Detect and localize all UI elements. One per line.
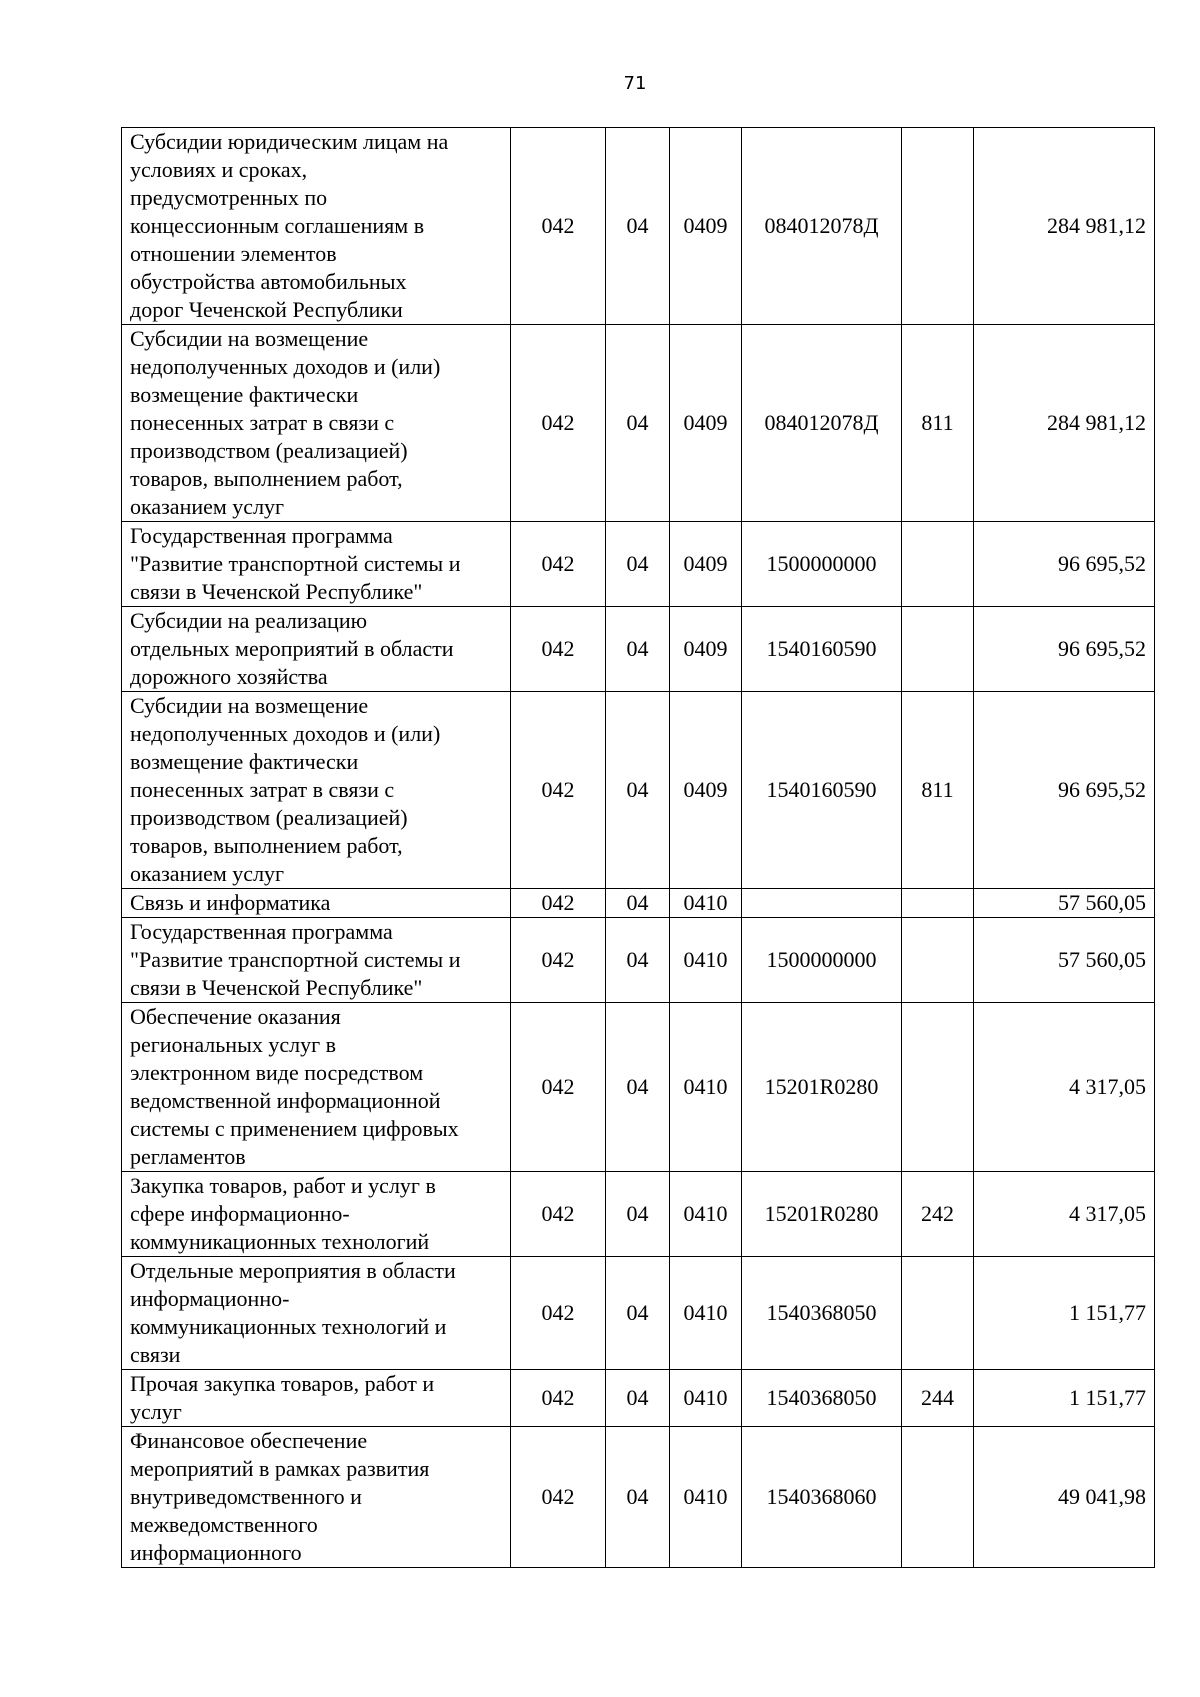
- item-name-line: "Развитие транспортной системы и: [130, 551, 461, 576]
- expense-type-cell: 244: [902, 1370, 974, 1427]
- expense-type-cell: 811: [902, 325, 974, 522]
- amount-cell: 49 041,98: [974, 1427, 1155, 1568]
- item-name-line: мероприятий в рамках развития: [130, 1456, 430, 1481]
- item-name-line: производством (реализацией): [130, 438, 408, 463]
- table-row: [122, 1427, 1155, 1568]
- target-article-cell: 1540368050: [742, 1257, 902, 1370]
- item-name-line: информационно-: [130, 1286, 290, 1311]
- amount-cell: 284 981,12: [974, 325, 1155, 522]
- item-name-cell: [122, 607, 511, 692]
- item-name-line: дорожного хозяйства: [130, 664, 328, 689]
- item-name-cell: [122, 1003, 511, 1172]
- amount-cell: 96 695,52: [974, 522, 1155, 607]
- item-name-line: производством (реализацией): [130, 805, 408, 830]
- item-name-line: сфере информационно-: [130, 1201, 350, 1226]
- amount-cell: 57 560,05: [974, 918, 1155, 1003]
- target-article-cell: 15201R0280: [742, 1172, 902, 1257]
- gr-code-cell: 042: [511, 692, 606, 889]
- item-name-line: дорог Чеченской Республики: [130, 297, 403, 322]
- subsection-code-cell: 0410: [670, 1172, 742, 1257]
- budget-table-body: [122, 128, 1155, 1568]
- table-row: [122, 325, 1155, 522]
- target-article-cell: 1500000000: [742, 918, 902, 1003]
- item-name-line: системы с применением цифровых: [130, 1116, 459, 1141]
- item-name-line: Субсидии на возмещение: [130, 693, 369, 718]
- item-name-line: оказанием услуг: [130, 494, 285, 519]
- item-name-cell: [122, 128, 511, 325]
- amount-cell: 57 560,05: [974, 889, 1155, 918]
- item-name-line: Отдельные мероприятия в области: [130, 1258, 456, 1283]
- subsection-code-cell: 0409: [670, 128, 742, 325]
- expense-type-cell: [902, 889, 974, 918]
- table-row: [122, 1370, 1155, 1427]
- gr-code-cell: 042: [511, 128, 606, 325]
- target-article-cell: 15201R0280: [742, 1003, 902, 1172]
- item-name-cell: [122, 692, 511, 889]
- budget-table: [121, 127, 1155, 1568]
- gr-code-cell: 042: [511, 522, 606, 607]
- item-name-line: регламентов: [130, 1144, 246, 1169]
- target-article-cell: 1500000000: [742, 522, 902, 607]
- table-row: [122, 607, 1155, 692]
- target-article-cell: 1540160590: [742, 692, 902, 889]
- item-name-line: Государственная программа: [130, 523, 393, 548]
- table-row: [122, 522, 1155, 607]
- subsection-code-cell: 0409: [670, 325, 742, 522]
- item-name-line: внутриведомственного и: [130, 1484, 362, 1509]
- item-name-line: электронном виде посредством: [130, 1060, 424, 1085]
- section-code-cell: 04: [606, 1427, 670, 1568]
- section-code-cell: 04: [606, 128, 670, 325]
- item-name-line: обустройства автомобильных: [130, 269, 407, 294]
- item-name-line: понесенных затрат в связи с: [130, 410, 395, 435]
- item-name-line: недополученных доходов и (или): [130, 354, 441, 379]
- section-code-cell: 04: [606, 607, 670, 692]
- section-code-cell: 04: [606, 1172, 670, 1257]
- item-name-line: коммуникационных технологий: [130, 1229, 430, 1254]
- item-name-line: Субсидии на возмещение: [130, 326, 369, 351]
- section-code-cell: 04: [606, 889, 670, 918]
- gr-code-cell: 042: [511, 1427, 606, 1568]
- item-name-line: товаров, выполнением работ,: [130, 466, 403, 491]
- subsection-code-cell: 0409: [670, 607, 742, 692]
- table-row: [122, 918, 1155, 1003]
- expense-type-cell: [902, 1003, 974, 1172]
- expense-type-cell: [902, 607, 974, 692]
- gr-code-cell: 042: [511, 607, 606, 692]
- item-name-line: понесенных затрат в связи с: [130, 777, 395, 802]
- item-name-line: связи: [130, 1342, 181, 1367]
- item-name-cell: [122, 1370, 511, 1427]
- target-article-cell: 1540160590: [742, 607, 902, 692]
- item-name-cell: [122, 1427, 511, 1568]
- amount-cell: 96 695,52: [974, 692, 1155, 889]
- item-name-line: связи в Чеченской Республике": [130, 579, 423, 604]
- item-name-line: Прочая закупка товаров, работ и: [130, 1371, 435, 1396]
- amount-cell: 4 317,05: [974, 1003, 1155, 1172]
- item-name-line: Финансовое обеспечение: [130, 1428, 368, 1453]
- expense-type-cell: 811: [902, 692, 974, 889]
- table-row: [122, 1003, 1155, 1172]
- item-name-line: отношении элементов: [130, 241, 337, 266]
- item-name-line: Субсидии юридическим лицам на: [130, 129, 449, 154]
- expense-type-cell: [902, 522, 974, 607]
- item-name-line: Обеспечение оказания: [130, 1004, 341, 1029]
- gr-code-cell: 042: [511, 1370, 606, 1427]
- subsection-code-cell: 0410: [670, 1370, 742, 1427]
- target-article-cell: [742, 889, 902, 918]
- item-name-cell: [122, 325, 511, 522]
- item-name-line: Субсидии на реализацию: [130, 608, 368, 633]
- section-code-cell: 04: [606, 522, 670, 607]
- table-row: [122, 889, 1155, 918]
- item-name-line: межведомственного: [130, 1512, 318, 1537]
- subsection-code-cell: 0410: [670, 889, 742, 918]
- table-row: [122, 1172, 1155, 1257]
- target-article-cell: 084012078Д: [742, 128, 902, 325]
- item-name-cell: [122, 918, 511, 1003]
- item-name-line: возмещение фактически: [130, 749, 359, 774]
- item-name-cell: [122, 889, 511, 918]
- gr-code-cell: 042: [511, 325, 606, 522]
- expense-type-cell: [902, 1257, 974, 1370]
- section-code-cell: 04: [606, 692, 670, 889]
- subsection-code-cell: 0409: [670, 522, 742, 607]
- target-article-cell: 1540368060: [742, 1427, 902, 1568]
- gr-code-cell: 042: [511, 889, 606, 918]
- expense-type-cell: [902, 918, 974, 1003]
- subsection-code-cell: 0409: [670, 692, 742, 889]
- expense-type-cell: 242: [902, 1172, 974, 1257]
- gr-code-cell: 042: [511, 1257, 606, 1370]
- item-name-line: "Развитие транспортной системы и: [130, 947, 461, 972]
- section-code-cell: 04: [606, 918, 670, 1003]
- page-number: 71: [623, 73, 647, 94]
- item-name-cell: [122, 1257, 511, 1370]
- item-name-line: товаров, выполнением работ,: [130, 833, 403, 858]
- target-article-cell: 1540368050: [742, 1370, 902, 1427]
- item-name-line: Государственная программа: [130, 919, 393, 944]
- gr-code-cell: 042: [511, 1172, 606, 1257]
- amount-cell: 1 151,77: [974, 1370, 1155, 1427]
- section-code-cell: 04: [606, 1370, 670, 1427]
- section-code-cell: 04: [606, 1257, 670, 1370]
- table-row: [122, 692, 1155, 889]
- item-name-line: Связь и информатика: [130, 890, 331, 915]
- subsection-code-cell: 0410: [670, 1427, 742, 1568]
- item-name-line: предусмотренных по: [130, 185, 328, 210]
- expense-type-cell: [902, 1427, 974, 1568]
- amount-cell: 284 981,12: [974, 128, 1155, 325]
- item-name-line: связи в Чеченской Республике": [130, 975, 423, 1000]
- item-name-cell: [122, 522, 511, 607]
- section-code-cell: 04: [606, 325, 670, 522]
- item-name-line: услуг: [130, 1399, 182, 1424]
- amount-cell: 96 695,52: [974, 607, 1155, 692]
- item-name-line: региональных услуг в: [130, 1032, 337, 1057]
- amount-cell: 1 151,77: [974, 1257, 1155, 1370]
- item-name-line: коммуникационных технологий и: [130, 1314, 447, 1339]
- gr-code-cell: 042: [511, 918, 606, 1003]
- expense-type-cell: [902, 128, 974, 325]
- amount-cell: 4 317,05: [974, 1172, 1155, 1257]
- gr-code-cell: 042: [511, 1003, 606, 1172]
- section-code-cell: 04: [606, 1003, 670, 1172]
- item-name-line: недополученных доходов и (или): [130, 721, 441, 746]
- item-name-line: отдельных мероприятий в области: [130, 636, 454, 661]
- item-name-line: концессионным соглашениям в: [130, 213, 425, 238]
- table-row: [122, 1257, 1155, 1370]
- subsection-code-cell: 0410: [670, 1003, 742, 1172]
- item-name-line: условиях и сроках,: [130, 157, 308, 182]
- item-name-line: возмещение фактически: [130, 382, 359, 407]
- item-name-line: информационного: [130, 1540, 302, 1565]
- item-name-line: Закупка товаров, работ и услуг в: [130, 1173, 436, 1198]
- table-row: [122, 128, 1155, 325]
- subsection-code-cell: 0410: [670, 1257, 742, 1370]
- item-name-line: оказанием услуг: [130, 861, 285, 886]
- item-name-line: ведомственной информационной: [130, 1088, 441, 1113]
- target-article-cell: 084012078Д: [742, 325, 902, 522]
- item-name-cell: [122, 1172, 511, 1257]
- subsection-code-cell: 0410: [670, 918, 742, 1003]
